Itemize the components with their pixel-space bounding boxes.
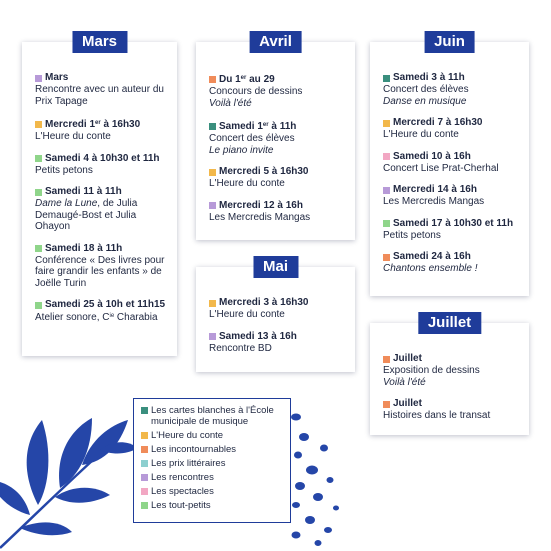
- event-date: [209, 72, 347, 86]
- legend-item: [141, 472, 284, 483]
- event-date: [383, 184, 521, 196]
- category-square-icon: [209, 202, 216, 209]
- event-item: [383, 184, 521, 208]
- event-date-text: Juillet: [393, 353, 422, 364]
- category-square-icon: [35, 121, 42, 128]
- event-description: L'Heure du conte: [209, 178, 285, 189]
- legend-square-icon: [141, 474, 148, 481]
- event-date: [209, 119, 347, 133]
- legend-item: [141, 458, 284, 469]
- event-description: Concours de dessins: [209, 86, 303, 97]
- event-item: [209, 200, 347, 224]
- event-description: Rencontre BD: [209, 342, 272, 354]
- event-description: Voilà l'été: [383, 376, 426, 388]
- category-square-icon: [383, 187, 390, 194]
- event-item: [35, 186, 169, 233]
- event-description: Rencontre avec un auteur du Prix Tapage: [35, 84, 164, 107]
- event-item: [35, 153, 169, 177]
- event-date: [383, 151, 521, 163]
- event-date-text: Samedi 25 à 10h et 11h15: [45, 299, 166, 310]
- legend-label: Les incontournables: [151, 444, 237, 455]
- month-title-juin: Juin: [424, 31, 475, 53]
- event-date: [35, 243, 169, 255]
- legend-square-icon: [141, 460, 148, 467]
- event-date: [383, 251, 521, 263]
- event-date-text: Samedi 24 à 16h: [393, 251, 471, 262]
- event-date: [35, 186, 169, 198]
- event-date-text: Samedi 13 à 16h: [219, 330, 297, 342]
- event-date-text: Mercredi 1er à 16h30: [45, 119, 141, 130]
- category-square-icon: [383, 153, 390, 160]
- category-square-icon: [209, 169, 216, 176]
- event-description: , de Julia Demaugé-Bost et Julia Ohayon: [35, 198, 138, 232]
- event-date: [209, 166, 347, 178]
- event-date: [35, 117, 169, 131]
- event-description: Les Mercredis Mangas: [383, 196, 485, 207]
- event-date: [383, 72, 521, 84]
- category-square-icon: [383, 75, 390, 82]
- event-item: [209, 297, 347, 321]
- event-date-text: Samedi 4 à 10h30 et 11h: [45, 152, 160, 164]
- event-description: Petits petons: [35, 164, 93, 176]
- event-description: L'Heure du conte: [209, 309, 285, 320]
- legend-label: Les cartes blanches à l'École municipale de musique: [151, 405, 274, 427]
- legend-label: Les prix littéraires: [151, 458, 226, 469]
- event-date-text: Samedi 11 à 11h: [45, 186, 122, 197]
- legend-square-icon: [141, 446, 148, 453]
- month-card-mai: [196, 258, 355, 372]
- category-square-icon: [383, 401, 390, 408]
- event-date: [35, 72, 169, 84]
- category-square-icon: [383, 356, 390, 363]
- event-item: [35, 72, 169, 107]
- leaf-branch-illustration: [0, 418, 138, 548]
- event-description: Le piano invite: [209, 144, 274, 156]
- event-date-text: Mercredi 14 à 16h: [393, 184, 477, 195]
- category-square-icon: [209, 76, 216, 83]
- dots-illustration: [291, 414, 339, 547]
- event-item: [209, 331, 347, 355]
- event-date: [383, 398, 521, 410]
- event-description: L'Heure du conte: [35, 131, 111, 142]
- category-square-icon: [383, 254, 390, 261]
- category-square-icon: [209, 300, 216, 307]
- event-description: Chantons ensemble !: [383, 263, 478, 274]
- legend-box: [133, 398, 291, 523]
- category-square-icon: [209, 333, 216, 340]
- month-card-juin: [370, 33, 529, 296]
- event-item: [35, 117, 169, 143]
- event-date-text: Samedi 10 à 16h: [393, 150, 471, 162]
- event-description: Dame la Lune: [35, 198, 98, 209]
- category-square-icon: [209, 123, 216, 130]
- event-list-mars: [35, 72, 169, 324]
- event-item: [209, 119, 347, 156]
- event-date-text: Mercredi 12 à 16h: [219, 199, 303, 211]
- event-item: [383, 117, 521, 141]
- legend-item: [141, 500, 284, 511]
- legend-label: L'Heure du conte: [151, 430, 224, 441]
- legend-item: [141, 444, 284, 455]
- month-title-avril: Avril: [249, 31, 302, 53]
- legend-item: [141, 430, 284, 441]
- event-date-text: Mercredi 5 à 16h30: [219, 166, 309, 177]
- event-date-text: Mercredi 3 à 16h30: [219, 297, 309, 308]
- event-date-text: Juillet: [393, 398, 422, 409]
- event-date-text: Samedi 3 à 11h: [393, 72, 465, 83]
- category-square-icon: [35, 302, 42, 309]
- month-title-juillet: Juillet: [418, 312, 481, 334]
- legend-label: Les tout-petits: [151, 500, 211, 511]
- event-date-text: Mercredi 7 à 16h30: [393, 117, 483, 128]
- event-date-text: Du 1er au 29: [219, 74, 275, 85]
- event-description: Danse en musique: [383, 95, 467, 107]
- legend-item: [141, 405, 284, 427]
- legend-square-icon: [141, 488, 148, 495]
- legend-square-icon: [141, 432, 148, 439]
- event-date: [383, 218, 521, 230]
- legend-item: [141, 486, 284, 497]
- month-title-mai: Mai: [253, 256, 298, 278]
- event-date: [35, 299, 169, 311]
- event-date: [383, 353, 521, 365]
- event-date-text: Samedi 1er à 11h: [219, 121, 297, 132]
- event-date-text: Samedi 18 à 11h: [45, 242, 123, 254]
- event-list-avril: [209, 72, 347, 223]
- event-item: [383, 218, 521, 242]
- event-list-mai: [209, 297, 347, 354]
- event-item: [383, 72, 521, 107]
- event-description: Exposition de dessins: [383, 365, 480, 376]
- event-description: Les Mercredis Mangas: [209, 211, 311, 223]
- legend-square-icon: [141, 407, 148, 414]
- event-item: [383, 398, 521, 422]
- event-date: [209, 200, 347, 212]
- event-description: Voilà l'été: [209, 97, 252, 109]
- event-item: [35, 299, 169, 324]
- event-date: [209, 331, 347, 343]
- event-description: Concert Lise Prat-Cherhal: [383, 162, 499, 174]
- legend-label: Les spectacles: [151, 486, 214, 497]
- legend-square-icon: [141, 502, 148, 509]
- event-item: [383, 151, 521, 175]
- event-description: Petits petons: [383, 229, 441, 241]
- event-date: [383, 117, 521, 129]
- event-item: [209, 72, 347, 109]
- event-list-juillet: [383, 353, 521, 422]
- event-date-text: Mars: [45, 72, 69, 83]
- event-date-text: Samedi 17 à 10h30 et 11h: [393, 217, 514, 229]
- category-square-icon: [35, 155, 42, 162]
- event-description: Concert des élèves: [209, 133, 295, 144]
- event-description: Conférence « Des livres pour faire grandir les enfants » de Joëlle Turin: [35, 254, 165, 289]
- event-date: [35, 153, 169, 165]
- legend-label: Les rencontres: [151, 472, 214, 483]
- month-card-juillet: [370, 314, 529, 435]
- event-item: [35, 243, 169, 290]
- event-description: Concert des élèves: [383, 84, 469, 95]
- category-square-icon: [35, 189, 42, 196]
- month-card-mars: [22, 33, 177, 356]
- event-description: Atelier sonore, $C^{ie}$ Charabia: [35, 312, 158, 323]
- event-item: [209, 166, 347, 190]
- month-title-mars: Mars: [72, 31, 127, 53]
- event-item: [383, 251, 521, 275]
- month-card-avril: [196, 33, 355, 240]
- category-square-icon: [35, 245, 42, 252]
- category-square-icon: [383, 220, 390, 227]
- event-description: L'Heure du conte: [383, 129, 459, 140]
- event-list-juin: [383, 72, 521, 275]
- event-date: [209, 297, 347, 309]
- event-description: Histoires dans le transat: [383, 410, 491, 421]
- event-item: [383, 353, 521, 388]
- category-square-icon: [35, 75, 42, 82]
- category-square-icon: [383, 120, 390, 127]
